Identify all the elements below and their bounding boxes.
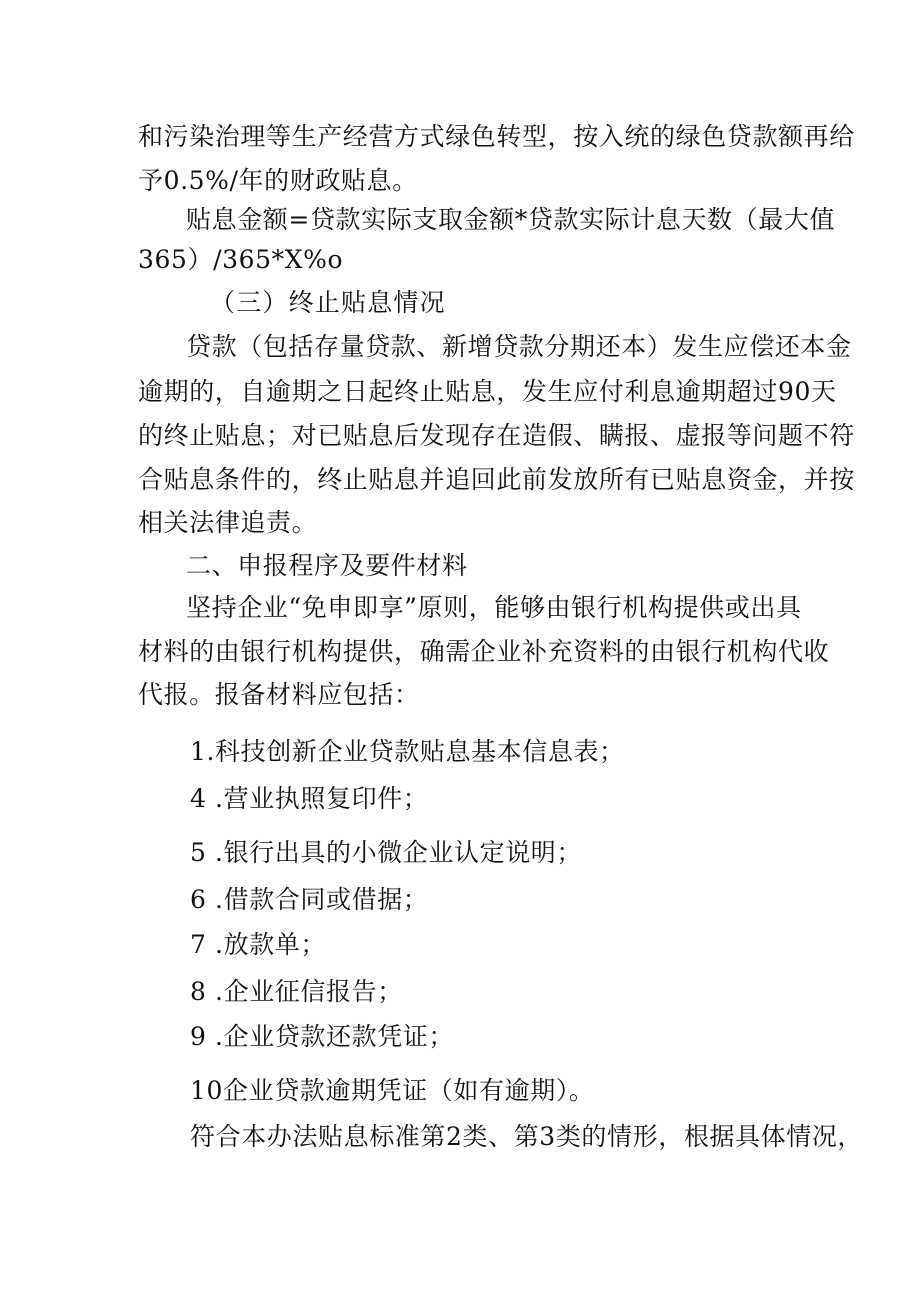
section-heading: 二、申报程序及要件材料 <box>186 551 468 580</box>
body-text-line: 贷款（包括存量贷款、新增贷款分期还本）发生应偿还本金 <box>186 332 852 361</box>
formula-text-line: 贴息金额=贷款实际支取金额*贷款实际计息天数（最大值 <box>186 205 836 234</box>
body-text-line: 予0.5%/年的财政贴息。 <box>138 166 418 195</box>
list-item: 8 .企业征信报告； <box>190 977 403 1006</box>
list-item: 10企业贷款逾期凭证（如有逾期）。 <box>190 1076 595 1105</box>
section-heading: （三）终止贴息情况 <box>210 288 446 317</box>
list-item: 4 .营业执照复印件； <box>190 784 429 813</box>
list-item: 9 .企业贷款还款凭证； <box>190 1022 455 1051</box>
list-item: 1.科技创新企业贷款贴息基本信息表； <box>190 737 625 766</box>
body-text-line: 材料的由银行机构提供，确需企业补充资料的由银行机构代收 <box>138 637 830 666</box>
body-text-line: 坚持企业“免申即享”原则，能够由银行机构提供或出具 <box>186 593 802 622</box>
body-text-line: 代报。报备材料应包括： <box>138 680 420 709</box>
body-text-line: 的终止贴息；对已贴息后发现存在造假、瞒报、虚报等问题不符 <box>138 421 855 450</box>
formula-text-line: 365）/365*X%o <box>138 245 344 274</box>
body-text-line: 符合本办法贴息标准第2类、第3类的情形，根据具体情况， <box>190 1122 864 1151</box>
list-item: 5 .银行出具的小微企业认定说明； <box>190 838 583 867</box>
list-item: 6 .借款合同或借据； <box>190 885 429 914</box>
body-text-line: 逾期的，自逾期之日起终止贴息，发生应付利息逾期超过90天 <box>138 377 837 406</box>
body-text-line: 和污染治理等生产经营方式绿色转型，按入统的绿色贷款额再给 <box>138 122 855 151</box>
list-item: 7 .放款单； <box>190 930 326 959</box>
body-text-line: 合贴息条件的，终止贴息并追回此前发放所有已贴息资金，并按 <box>138 465 855 494</box>
body-text-line: 相关法律追责。 <box>138 508 318 537</box>
